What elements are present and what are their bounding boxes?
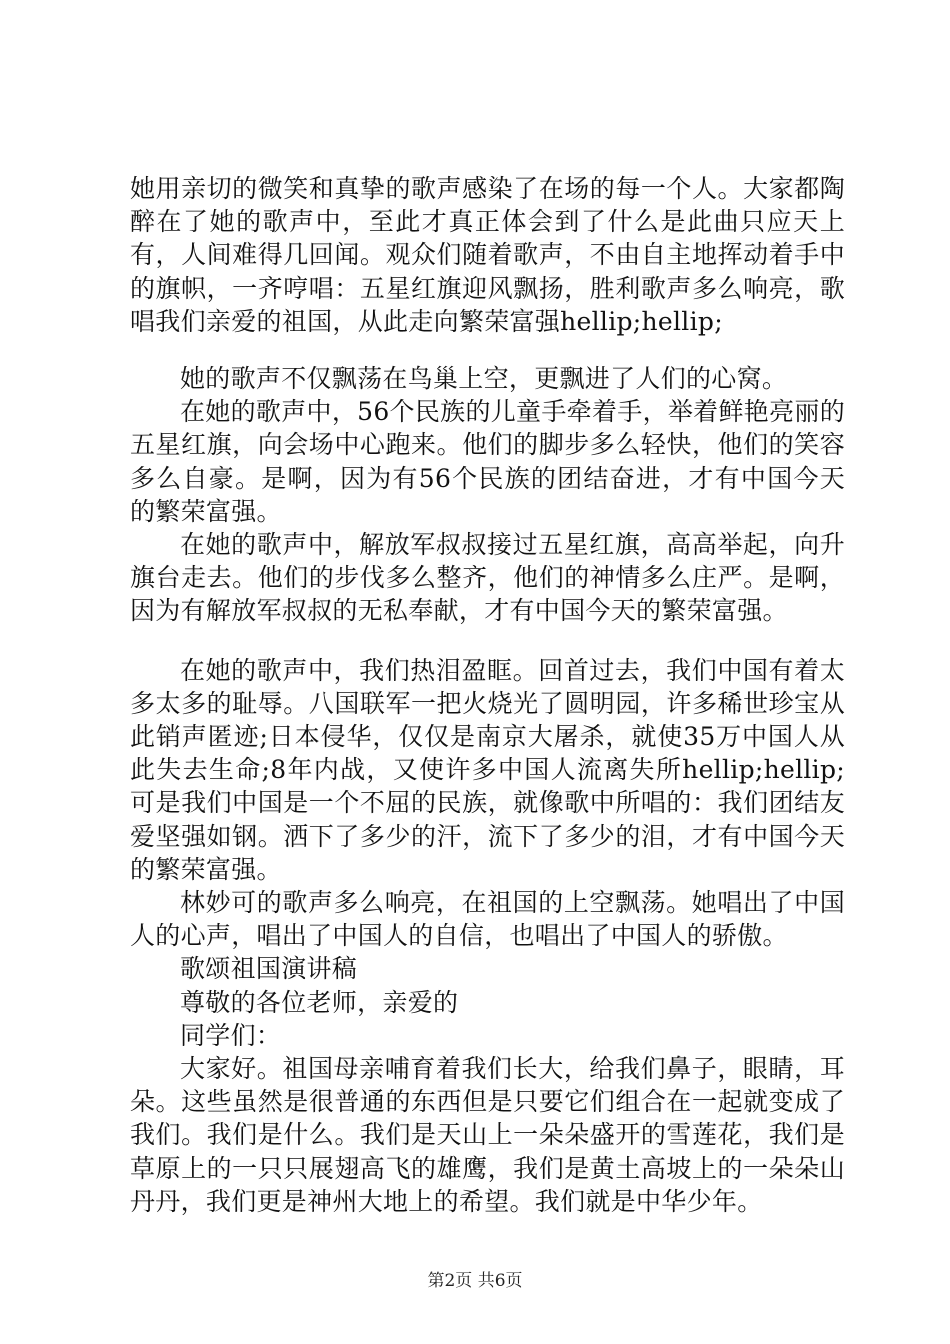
paragraph-6: 林妙可的歌声多么响亮，在祖国的上空飘荡。她唱出了中国人的心声，唱出了中国人的自信，也唱出了中国人的骄傲。 <box>130 888 845 951</box>
salutation-line-1: 尊敬的各位老师，亲爱的 <box>180 987 459 1017</box>
page-footer <box>0 1270 950 1292</box>
salutation-line-2: 同学们： <box>180 1020 282 1050</box>
paragraph-3: 在她的歌声中，56个民族的儿童手牵着手，举着鲜艳亮丽的五星红旗，向会场中心跑来。他们的脚步多么轻快，他们的笑容多么自豪。是啊，因为有56个民族的团结奋进，才有中国今天的繁荣富强。 <box>130 397 845 526</box>
paragraph-5: 在她的歌声中，我们热泪盈眶。回首过去，我们中国有着太多太多的耻辱。八国联军一把火烧光了圆明园，许多稀世珍宝从此销声匿迹;日本侵华，仅仅是南京大屠杀，就使35万中国人从此失去生命;8年内战，又使许多中国人流离失所hellip;hellip;可是我们中国是一个不屈的民族，就像歌中所唱的：我们团结友爱坚强如钢。洒下了多少的汗，流下了多少的泪，才有中国今天的繁荣富强。 <box>130 655 845 884</box>
paragraph-2: 她的歌声不仅飘荡在鸟巢上空，更飘进了人们的心窝。 <box>180 364 788 394</box>
paragraph-1: 她用亲切的微笑和真挚的歌声感染了在场的每一个人。大家都陶醉在了她的歌声中，至此才真正体会到了什么是此曲只应天上有，人间难得几回闻。观众们随着歌声，不由自主地挥动着手中的旗帜，一齐哼唱：五星红旗迎风飘扬，胜利歌声多么响亮，歌唱我们亲爱的祖国，从此走向繁荣富强hellip;hellip; <box>130 174 845 336</box>
speech-title: 歌颂祖国演讲稿 <box>180 954 358 984</box>
document-body <box>130 172 845 1218</box>
paragraph-4: 在她的歌声中，解放军叔叔接过五星红旗，高高举起，向升旗台走去。他们的步伐多么整齐，他们的神情多么庄严。是啊，因为有解放军叔叔的无私奉献，才有中国今天的繁荣富强。 <box>130 530 845 626</box>
page-number-label: 第2页 共6页 <box>427 1271 523 1291</box>
paragraph-7: 大家好。祖国母亲哺育着我们长大，给我们鼻子，眼睛，耳朵。这些虽然是很普通的东西但是只要它们组合在一起就变成了我们。我们是什么。我们是天山上一朵朵盛开的雪莲花，我们是草原上的一只只展翅高飞的雄鹰，我们是黄土高坡上的一朵朵山丹丹，我们更是神州大地上的希望。我们就是中华少年。 <box>130 1054 845 1216</box>
